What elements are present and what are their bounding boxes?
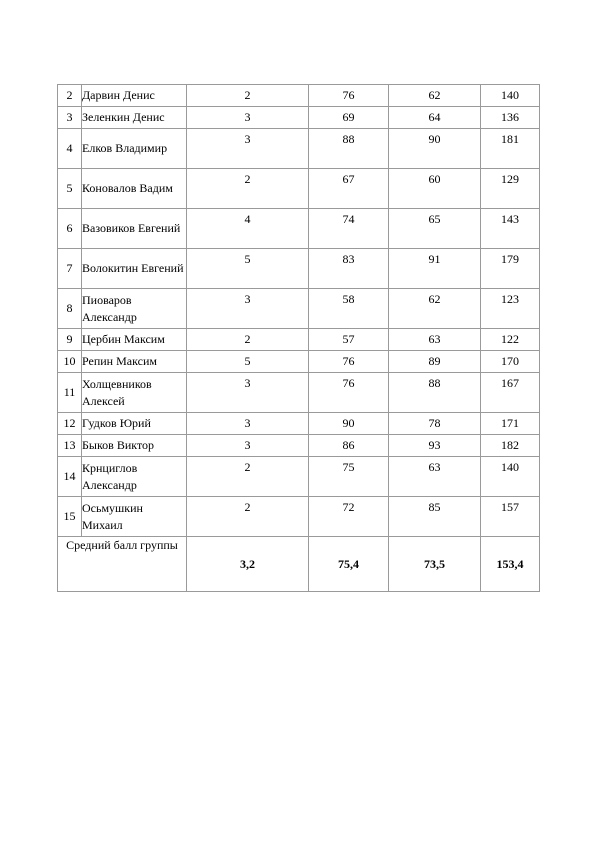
score-1-cell: 3	[187, 373, 309, 413]
score-2-cell: 76	[309, 351, 389, 373]
score-2-cell: 72	[309, 497, 389, 537]
table-row	[58, 329, 540, 351]
total-score-cell: 140	[481, 457, 540, 497]
score-3-cell: 64	[389, 107, 481, 129]
student-name-cell: Елков Владимир	[82, 129, 187, 169]
score-2-cell: 76	[309, 85, 389, 107]
score-2-cell: 58	[309, 289, 389, 329]
row-number-cell: 5	[58, 169, 82, 209]
row-number-cell: 3	[58, 107, 82, 129]
table-row	[58, 457, 540, 497]
score-2-cell: 86	[309, 435, 389, 457]
row-number-cell: 6	[58, 209, 82, 249]
row-number-cell: 9	[58, 329, 82, 351]
grades-table	[57, 84, 540, 592]
table-row	[58, 209, 540, 249]
student-name-cell: Дарвин Денис	[82, 85, 187, 107]
total-score-cell: 181	[481, 129, 540, 169]
table-row	[58, 413, 540, 435]
score-2-cell: 90	[309, 413, 389, 435]
row-number-cell: 12	[58, 413, 82, 435]
grades-table-body	[58, 85, 540, 592]
student-name-cell: Репин Максим	[82, 351, 187, 373]
table-row	[58, 373, 540, 413]
average-value-4: 153,4	[481, 537, 540, 592]
score-2-cell: 75	[309, 457, 389, 497]
total-score-cell: 129	[481, 169, 540, 209]
score-2-cell: 74	[309, 209, 389, 249]
row-number-cell: 13	[58, 435, 82, 457]
score-2-cell: 67	[309, 169, 389, 209]
score-1-cell: 2	[187, 169, 309, 209]
student-name-cell: Холщевников Алексей	[82, 373, 187, 413]
score-3-cell: 89	[389, 351, 481, 373]
score-3-cell: 78	[389, 413, 481, 435]
table-row	[58, 107, 540, 129]
total-score-cell: 179	[481, 249, 540, 289]
row-number-cell: 10	[58, 351, 82, 373]
score-1-cell: 2	[187, 329, 309, 351]
table-row	[58, 249, 540, 289]
score-3-cell: 62	[389, 85, 481, 107]
score-1-cell: 5	[187, 351, 309, 373]
total-score-cell: 182	[481, 435, 540, 457]
score-1-cell: 3	[187, 435, 309, 457]
row-number-cell: 7	[58, 249, 82, 289]
score-3-cell: 85	[389, 497, 481, 537]
row-number-cell: 2	[58, 85, 82, 107]
row-number-cell: 15	[58, 497, 82, 537]
total-score-cell: 123	[481, 289, 540, 329]
row-number-cell: 4	[58, 129, 82, 169]
score-3-cell: 62	[389, 289, 481, 329]
score-2-cell: 57	[309, 329, 389, 351]
table-row	[58, 169, 540, 209]
table-row	[58, 289, 540, 329]
score-2-cell: 88	[309, 129, 389, 169]
student-name-cell: Зеленкин Денис	[82, 107, 187, 129]
table-row	[58, 351, 540, 373]
table-row	[58, 497, 540, 537]
student-name-cell: Коновалов Вадим	[82, 169, 187, 209]
score-1-cell: 4	[187, 209, 309, 249]
student-name-cell: Крнциглов Александр	[82, 457, 187, 497]
row-number-cell: 11	[58, 373, 82, 413]
total-score-cell: 171	[481, 413, 540, 435]
score-1-cell: 2	[187, 85, 309, 107]
score-3-cell: 63	[389, 457, 481, 497]
score-1-cell: 2	[187, 457, 309, 497]
average-value-1: 3,2	[187, 537, 309, 592]
average-label: Средний балл группы	[58, 537, 187, 592]
score-3-cell: 63	[389, 329, 481, 351]
score-3-cell: 91	[389, 249, 481, 289]
row-number-cell: 8	[58, 289, 82, 329]
total-score-cell: 143	[481, 209, 540, 249]
student-name-cell: Вазовиков Евгений	[82, 209, 187, 249]
score-3-cell: 90	[389, 129, 481, 169]
score-1-cell: 3	[187, 413, 309, 435]
score-2-cell: 83	[309, 249, 389, 289]
total-score-cell: 140	[481, 85, 540, 107]
table-row	[58, 85, 540, 107]
score-3-cell: 65	[389, 209, 481, 249]
average-row	[58, 537, 540, 592]
student-name-cell: Пиоваров Александр	[82, 289, 187, 329]
student-name-cell: Цербин Максим	[82, 329, 187, 351]
score-1-cell: 5	[187, 249, 309, 289]
score-1-cell: 3	[187, 129, 309, 169]
score-1-cell: 3	[187, 289, 309, 329]
score-2-cell: 69	[309, 107, 389, 129]
score-1-cell: 3	[187, 107, 309, 129]
score-3-cell: 88	[389, 373, 481, 413]
total-score-cell: 167	[481, 373, 540, 413]
student-name-cell: Быков Виктор	[82, 435, 187, 457]
score-3-cell: 60	[389, 169, 481, 209]
table-row	[58, 435, 540, 457]
score-1-cell: 2	[187, 497, 309, 537]
total-score-cell: 170	[481, 351, 540, 373]
table-row	[58, 129, 540, 169]
row-number-cell: 14	[58, 457, 82, 497]
average-value-2: 75,4	[309, 537, 389, 592]
total-score-cell: 157	[481, 497, 540, 537]
score-3-cell: 93	[389, 435, 481, 457]
student-name-cell: Волокитин Евгений	[82, 249, 187, 289]
total-score-cell: 136	[481, 107, 540, 129]
score-2-cell: 76	[309, 373, 389, 413]
total-score-cell: 122	[481, 329, 540, 351]
student-name-cell: Гудков Юрий	[82, 413, 187, 435]
student-name-cell: Осьмушкин Михаил	[82, 497, 187, 537]
average-value-3: 73,5	[389, 537, 481, 592]
